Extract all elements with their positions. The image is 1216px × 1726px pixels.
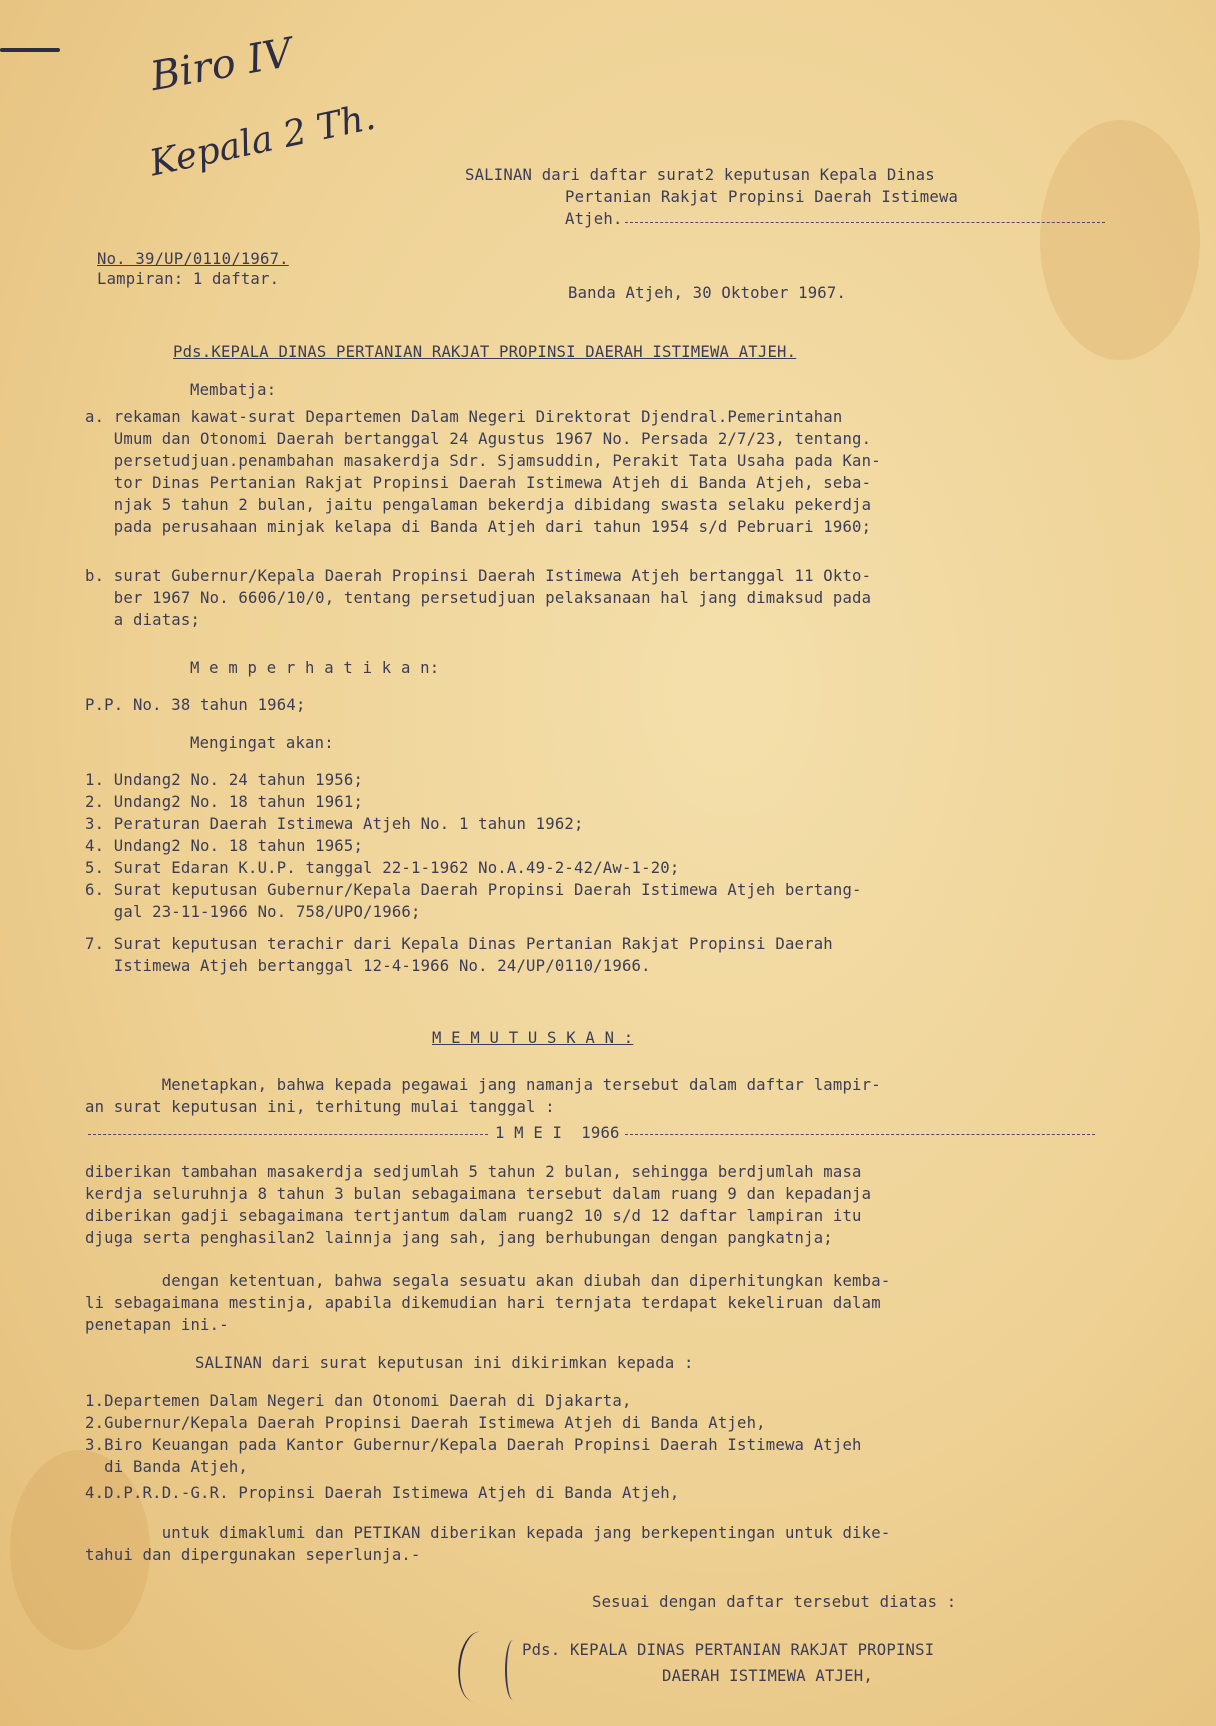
list-item: 3. Peraturan Daerah Istimewa Atjeh No. 1 tahun 1962; xyxy=(85,815,584,833)
list-item: gal 23-11-1966 No. 758/UPO/1966; xyxy=(85,903,421,921)
text-line: diberikan tambahan masakerdja sedjumlah 5 tahun 2 bulan, sehingga berdjumlah masa xyxy=(85,1163,862,1181)
text-line: dengan ketentuan, bahwa segala sesuatu akan diubah dan diperhitungkan kemba- xyxy=(85,1272,891,1290)
document-heading: Pds.KEPALA DINAS PERTANIAN RAKJAT PROPINSI DAERAH ISTIMEWA ATJEH. xyxy=(173,343,797,361)
attachment-note: Lampiran: 1 daftar. xyxy=(97,270,280,288)
list-item: 2.Gubernur/Kepala Daerah Propinsi Daerah Istimewa Atjeh di Banda Atjeh, xyxy=(85,1414,766,1432)
paper-stain xyxy=(1040,120,1200,360)
signatory-title: DAERAH ISTIMEWA ATJEH, xyxy=(662,1667,873,1685)
text-line: an surat keputusan ini, terhitung mulai tanggal : xyxy=(85,1098,555,1116)
text-line: kerdja seluruhnja 8 tahun 3 bulan sebagaimana tersebut dalam ruang 9 dan kepadanja xyxy=(85,1185,872,1203)
effective-date: 1 M E I 1966 xyxy=(495,1124,620,1142)
text-line: Umum dan Otonomi Daerah bertanggal 24 Agustus 1967 No. Persada 2/7/23, tentang. xyxy=(85,430,872,448)
pen-mark xyxy=(0,48,60,52)
text-line: li sebagaimana mestinja, apabila dikemudian hari ternjata terdapat kekeliruan dalam xyxy=(85,1294,881,1312)
date-rule-right xyxy=(625,1134,1095,1135)
text-line: penetapan ini.- xyxy=(85,1316,229,1334)
handwritten-note: Biro IV xyxy=(147,29,296,101)
decision-heading: M E M U T U S K A N : xyxy=(432,1029,634,1047)
list-item: 6. Surat keputusan Gubernur/Kepala Daerah Propinsi Daerah Istimewa Atjeh bertang- xyxy=(85,881,862,899)
list-item: 7. Surat keputusan terachir dari Kepala Dinas Pertanian Rakjat Propinsi Daerah xyxy=(85,935,833,953)
list-item: 1.Departemen Dalam Negeri dan Otonomi Daerah di Djakarta, xyxy=(85,1392,632,1410)
text-line: djuga serta penghasilan2 lainnja jang sah, jang berhubungan dengan pangkatnja; xyxy=(85,1229,833,1247)
text-line: tor Dinas Pertanian Rakjat Propinsi Daerah Istimewa Atjeh di Banda Atjeh, seba- xyxy=(85,474,872,492)
text-line: njak 5 tahun 2 bulan, jaitu pengalaman bekerdja dibidang swasta selaku pekerdja xyxy=(85,496,872,514)
text-line: Menetapkan, bahwa kepada pegawai jang namanja tersebut dalam daftar lampir- xyxy=(85,1076,881,1094)
bracket-mark xyxy=(505,1640,521,1700)
conformity-note: Sesuai dengan daftar tersebut diatas : xyxy=(592,1593,957,1611)
text-line: tahui dan dipergunakan seperlunja.- xyxy=(85,1546,421,1564)
text-line: diberikan gadji sebagaimana tertjantum dalam ruang2 10 s/d 12 daftar lampiran itu xyxy=(85,1207,862,1225)
text-line: b. surat Gubernur/Kepala Daerah Propinsi Daerah Istimewa Atjeh bertanggal 11 Okto- xyxy=(85,567,872,585)
date-rule-left xyxy=(88,1134,488,1135)
list-item: 4. Undang2 No. 18 tahun 1965; xyxy=(85,837,364,855)
place-date: Banda Atjeh, 30 Oktober 1967. xyxy=(568,284,847,302)
signatory-title: Pds. KEPALA DINAS PERTANIAN RAKJAT PROPINSI xyxy=(522,1641,935,1659)
list-item: di Banda Atjeh, xyxy=(85,1458,248,1476)
text-line: persetudjuan.penambahan masakerdja Sdr. Sjamsuddin, Perakit Tata Usaha pada Kan- xyxy=(85,452,881,470)
header-title: Pertanian Rakjat Propinsi Daerah Istimewa xyxy=(565,188,959,206)
list-item: Istimewa Atjeh bertanggal 12-4-1966 No. 24/UP/0110/1966. xyxy=(85,957,651,975)
header-rule xyxy=(625,222,1105,223)
distribution-intro: SALINAN dari surat keputusan ini dikirimkan kepada : xyxy=(195,1354,694,1372)
signature-mark xyxy=(451,1629,503,1705)
list-item: 4.D.P.R.D.-G.R. Propinsi Daerah Istimewa Atjeh di Banda Atjeh, xyxy=(85,1484,680,1502)
letter-number: No. 39/UP/0110/1967. xyxy=(97,250,289,268)
section-label: Membatja: xyxy=(190,381,277,399)
list-item: 2. Undang2 No. 18 tahun 1961; xyxy=(85,793,364,811)
header-title: Atjeh. xyxy=(565,210,623,228)
text-line: pada perusahaan minjak kelapa di Banda Atjeh dari tahun 1954 s/d Pebruari 1960; xyxy=(85,518,872,536)
text-line: a diatas; xyxy=(85,611,201,629)
text-line: P.P. No. 38 tahun 1964; xyxy=(85,696,306,714)
text-line: a. rekaman kawat-surat Departemen Dalam Negeri Direktorat Djendral.Pemerintahan xyxy=(85,408,843,426)
list-item: 1. Undang2 No. 24 tahun 1956; xyxy=(85,771,364,789)
section-label: M e m p e r h a t i k a n: xyxy=(190,659,440,677)
list-item: 5. Surat Edaran K.U.P. tanggal 22-1-1962 No.A.49-2-42/Aw-1-20; xyxy=(85,859,680,877)
text-line: ber 1967 No. 6606/10/0, tentang persetudjuan pelaksanaan hal jang dimaksud pada xyxy=(85,589,872,607)
section-label: Mengingat akan: xyxy=(190,734,334,752)
text-line: untuk dimaklumi dan PETIKAN diberikan kepada jang berkepentingan untuk dike- xyxy=(85,1524,891,1542)
list-item: 3.Biro Keuangan pada Kantor Gubernur/Kepala Daerah Propinsi Daerah Istimewa Atjeh xyxy=(85,1436,862,1454)
header-title: SALINAN dari daftar surat2 keputusan Kepala Dinas xyxy=(465,166,935,184)
handwritten-note: Kepala 2 Th. xyxy=(146,96,379,185)
